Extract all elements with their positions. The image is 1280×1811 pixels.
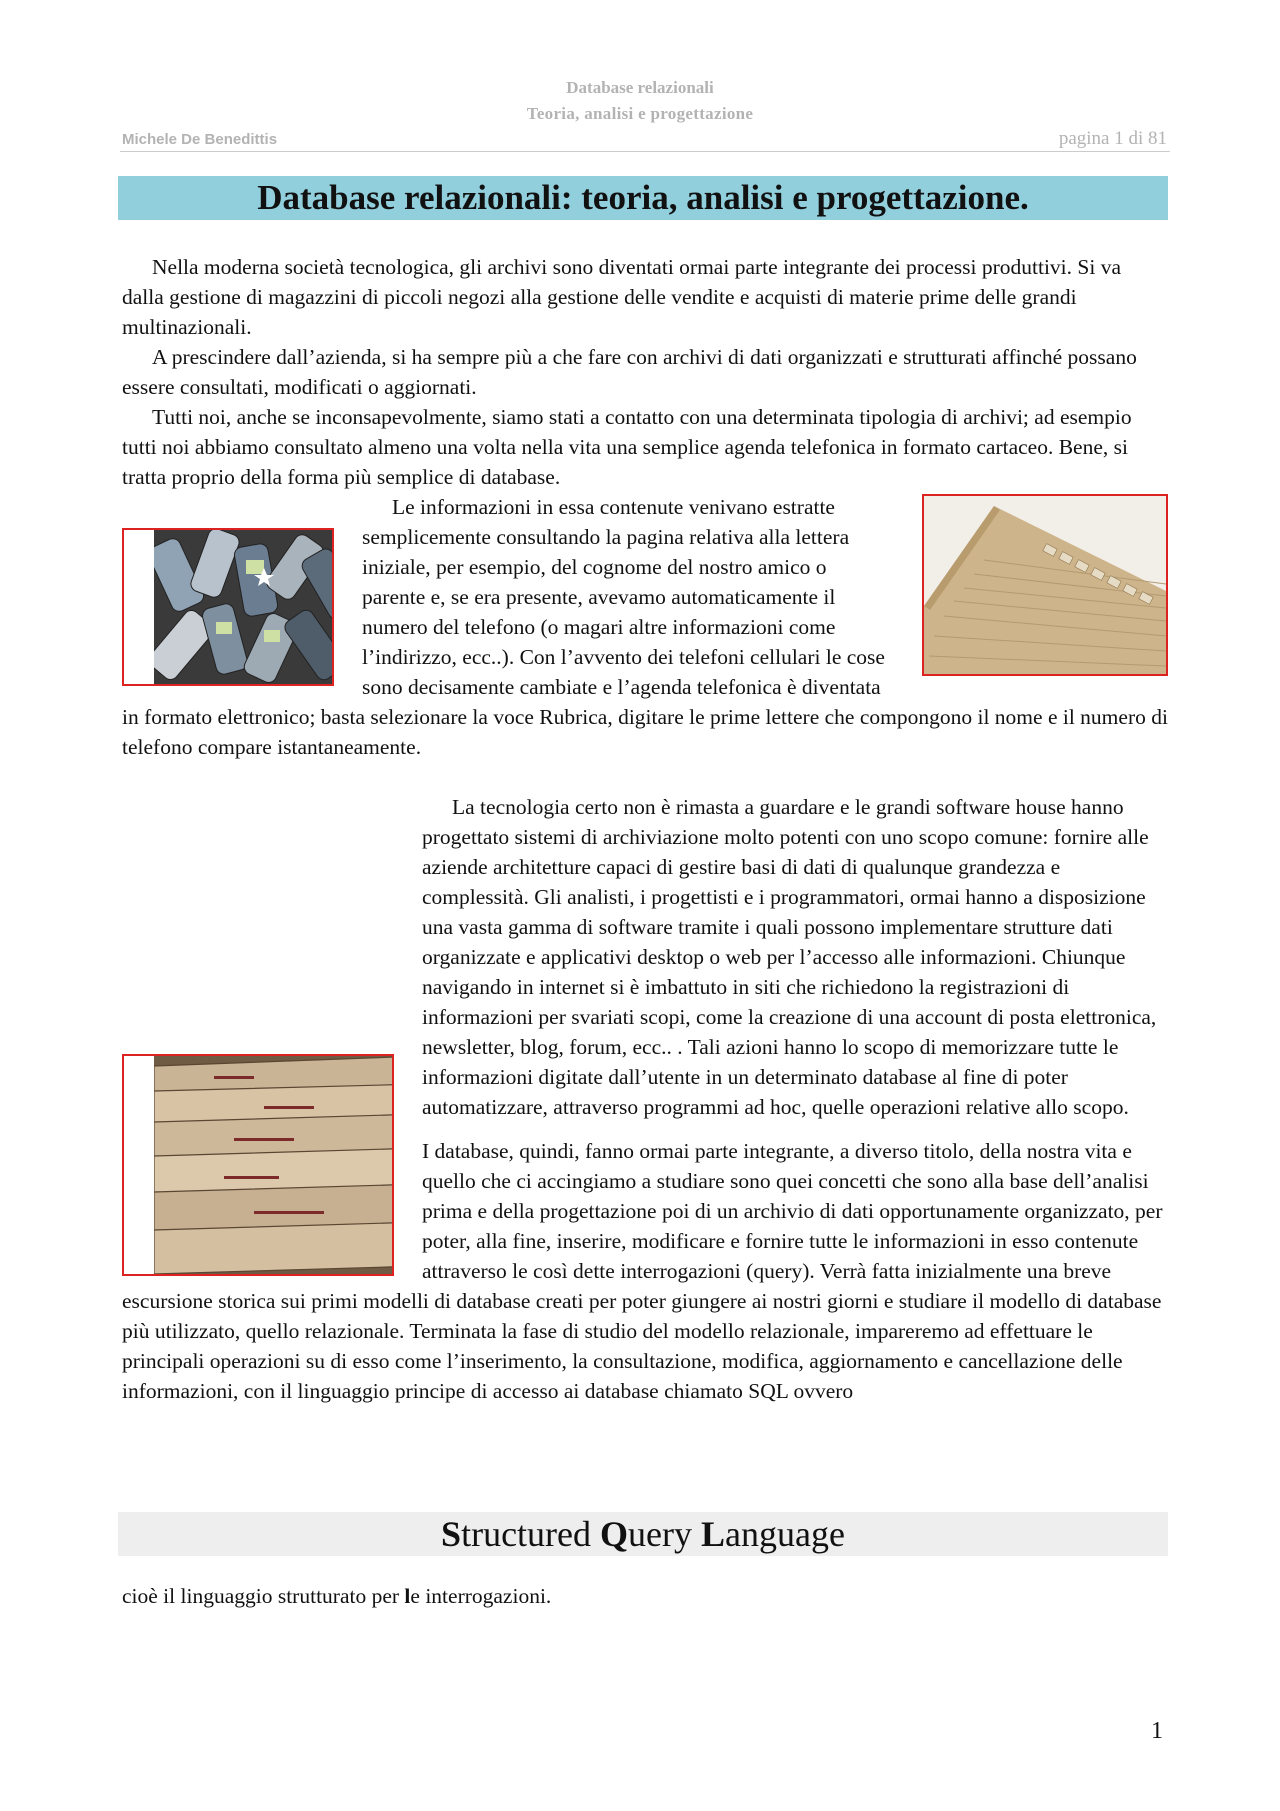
paragraph: I database, quindi, fanno ormai parte integrante, a diverso titolo, della nostra vita e quello che ci accingiamo a studiare sono quei concetti che sono alla base dell’analisi prima e della progettazione poi di un archivio di dati opportunamente organizzato, per poter, alla fine, inserire, modificare e fornire tutte le informazioni in esso contenute attraverso le così dette interrogazioni (query). Verrà fatta inizialmente una breve escursione storica sui primi modelli di database creati per poter giungere ai nostri giorni e studiare il modello di database più utilizzato, quello relazionale. Terminata la fase di studio del modello relazionale, impareremo ad effettuare le principali operazioni su di esso come l’inserimento, la consultazione, modifica, aggiornamento e cancellazione delle informazioni, con il linguaggio principe di accesso ai database chiamato SQL ovvero [122,1139,1163,1403]
word-rest: uery [628,1514,701,1554]
sql-heading-banner [118,1512,1168,1556]
paragraph: A prescindere dall’azienda, si ha sempre più a che fare con archivi di dati organizzati e strutturati affinché possano essere consultati, modificati o aggiornati. [122,345,1137,399]
page-title: Database relazionali: teoria, analisi e progettazione. [257,178,1029,217]
closing-text: cioè il linguaggio strutturato per [122,1584,405,1608]
header-divider [120,151,1170,152]
header-page-label: pagina 1 di 81 [1058,128,1167,149]
body-text [122,252,1168,1406]
paragraph: Tutti noi, anche se inconsapevolmente, siamo stati a contatto con una determinata tipologia di archivi; ad esempio tutti noi abbiamo consultato almeno una volta nella vita una semplice agenda telefonica in formato cartaceo. Bene, si tratta proprio della forma più semplice di database. [122,405,1132,489]
title-banner [118,176,1168,220]
initial-q: Q [600,1514,629,1554]
paragraph-text: Le informazioni in essa contenute venivano estratte semplicemente consultando la pagina relativa alla lettera iniziale, per esempio, del cognome del nostro amico o parente e, se era presente, avevamo automaticamente il numero del telefono (o magari altre informazioni come l’indirizzo, ecc..). Con l’avvento dei telefoni cellulari le cose sono decisamente cambiate e l’agenda telefonica è diventata in formato elettronico; basta selezionare la voce Rubrica, digitare le prime lettere che compongono il nome e il numero di telefono compare istantaneamente. [122,495,1168,759]
initial-l: L [701,1514,726,1554]
closing-text: e interrogazioni. [410,1584,552,1608]
file-folders-image [122,1054,394,1276]
header-author: Michele De Benedittis [122,131,278,148]
sql-heading [118,1512,1168,1556]
page-number: 1 [1151,1718,1163,1744]
word-rest: tructured [461,1514,601,1554]
initial-s: S [441,1514,462,1554]
header-subtitle: Teoria, analisi e progettazione [526,104,754,123]
paragraph [122,792,1168,1122]
closing-bold-letter: l [404,1584,411,1608]
cellphones-image [122,528,334,686]
paragraph-text: La tecnologia certo non è rimasta a guardare e le grandi software house hanno progettato sistemi di archiviazione molto potenti con uno scopo comune: fornire alle aziende architetture capaci di gestire basi di dati di qualunque grandezza e complessità. Gli analisti, i progettisti e i programmatori, ormai hanno a disposizione una vasta gamma di software tramite i quali possono implementare strutture dati organizzate e applicativi desktop o web per l’accesso alle informazioni. Chiunque navigando in internet si è imbattuto in siti che richiedono la registrazioni di informazioni per svariati scopi, come la creazione di una account di posta elettronica, newsletter, blog, forum, ecc.. . Tali azioni hanno lo scopo di memorizzare tutte le informazioni digitate dall’utente in un determinato database al fine di poter automatizzare, attraverso programmi ad hoc, quelle operazioni relative allo scopo. [422,795,1157,1119]
paragraph: Nella moderna società tecnologica, gli archivi sono diventati ormai parte integrante dei processi produttivi. Si va dalla gestione di magazzini di piccoli negozi alla gestione delle vendite e acquisti di materie prime delle grandi multinazionali. [122,255,1121,339]
cellphones-illustration [154,530,334,684]
phonebook-image [922,494,1168,676]
file-folders-illustration [154,1056,394,1274]
phonebook-illustration [924,496,1166,674]
header-title: Database relazionali [566,78,714,97]
word-rest: anguage [725,1514,845,1554]
closing-sentence [122,1584,551,1609]
